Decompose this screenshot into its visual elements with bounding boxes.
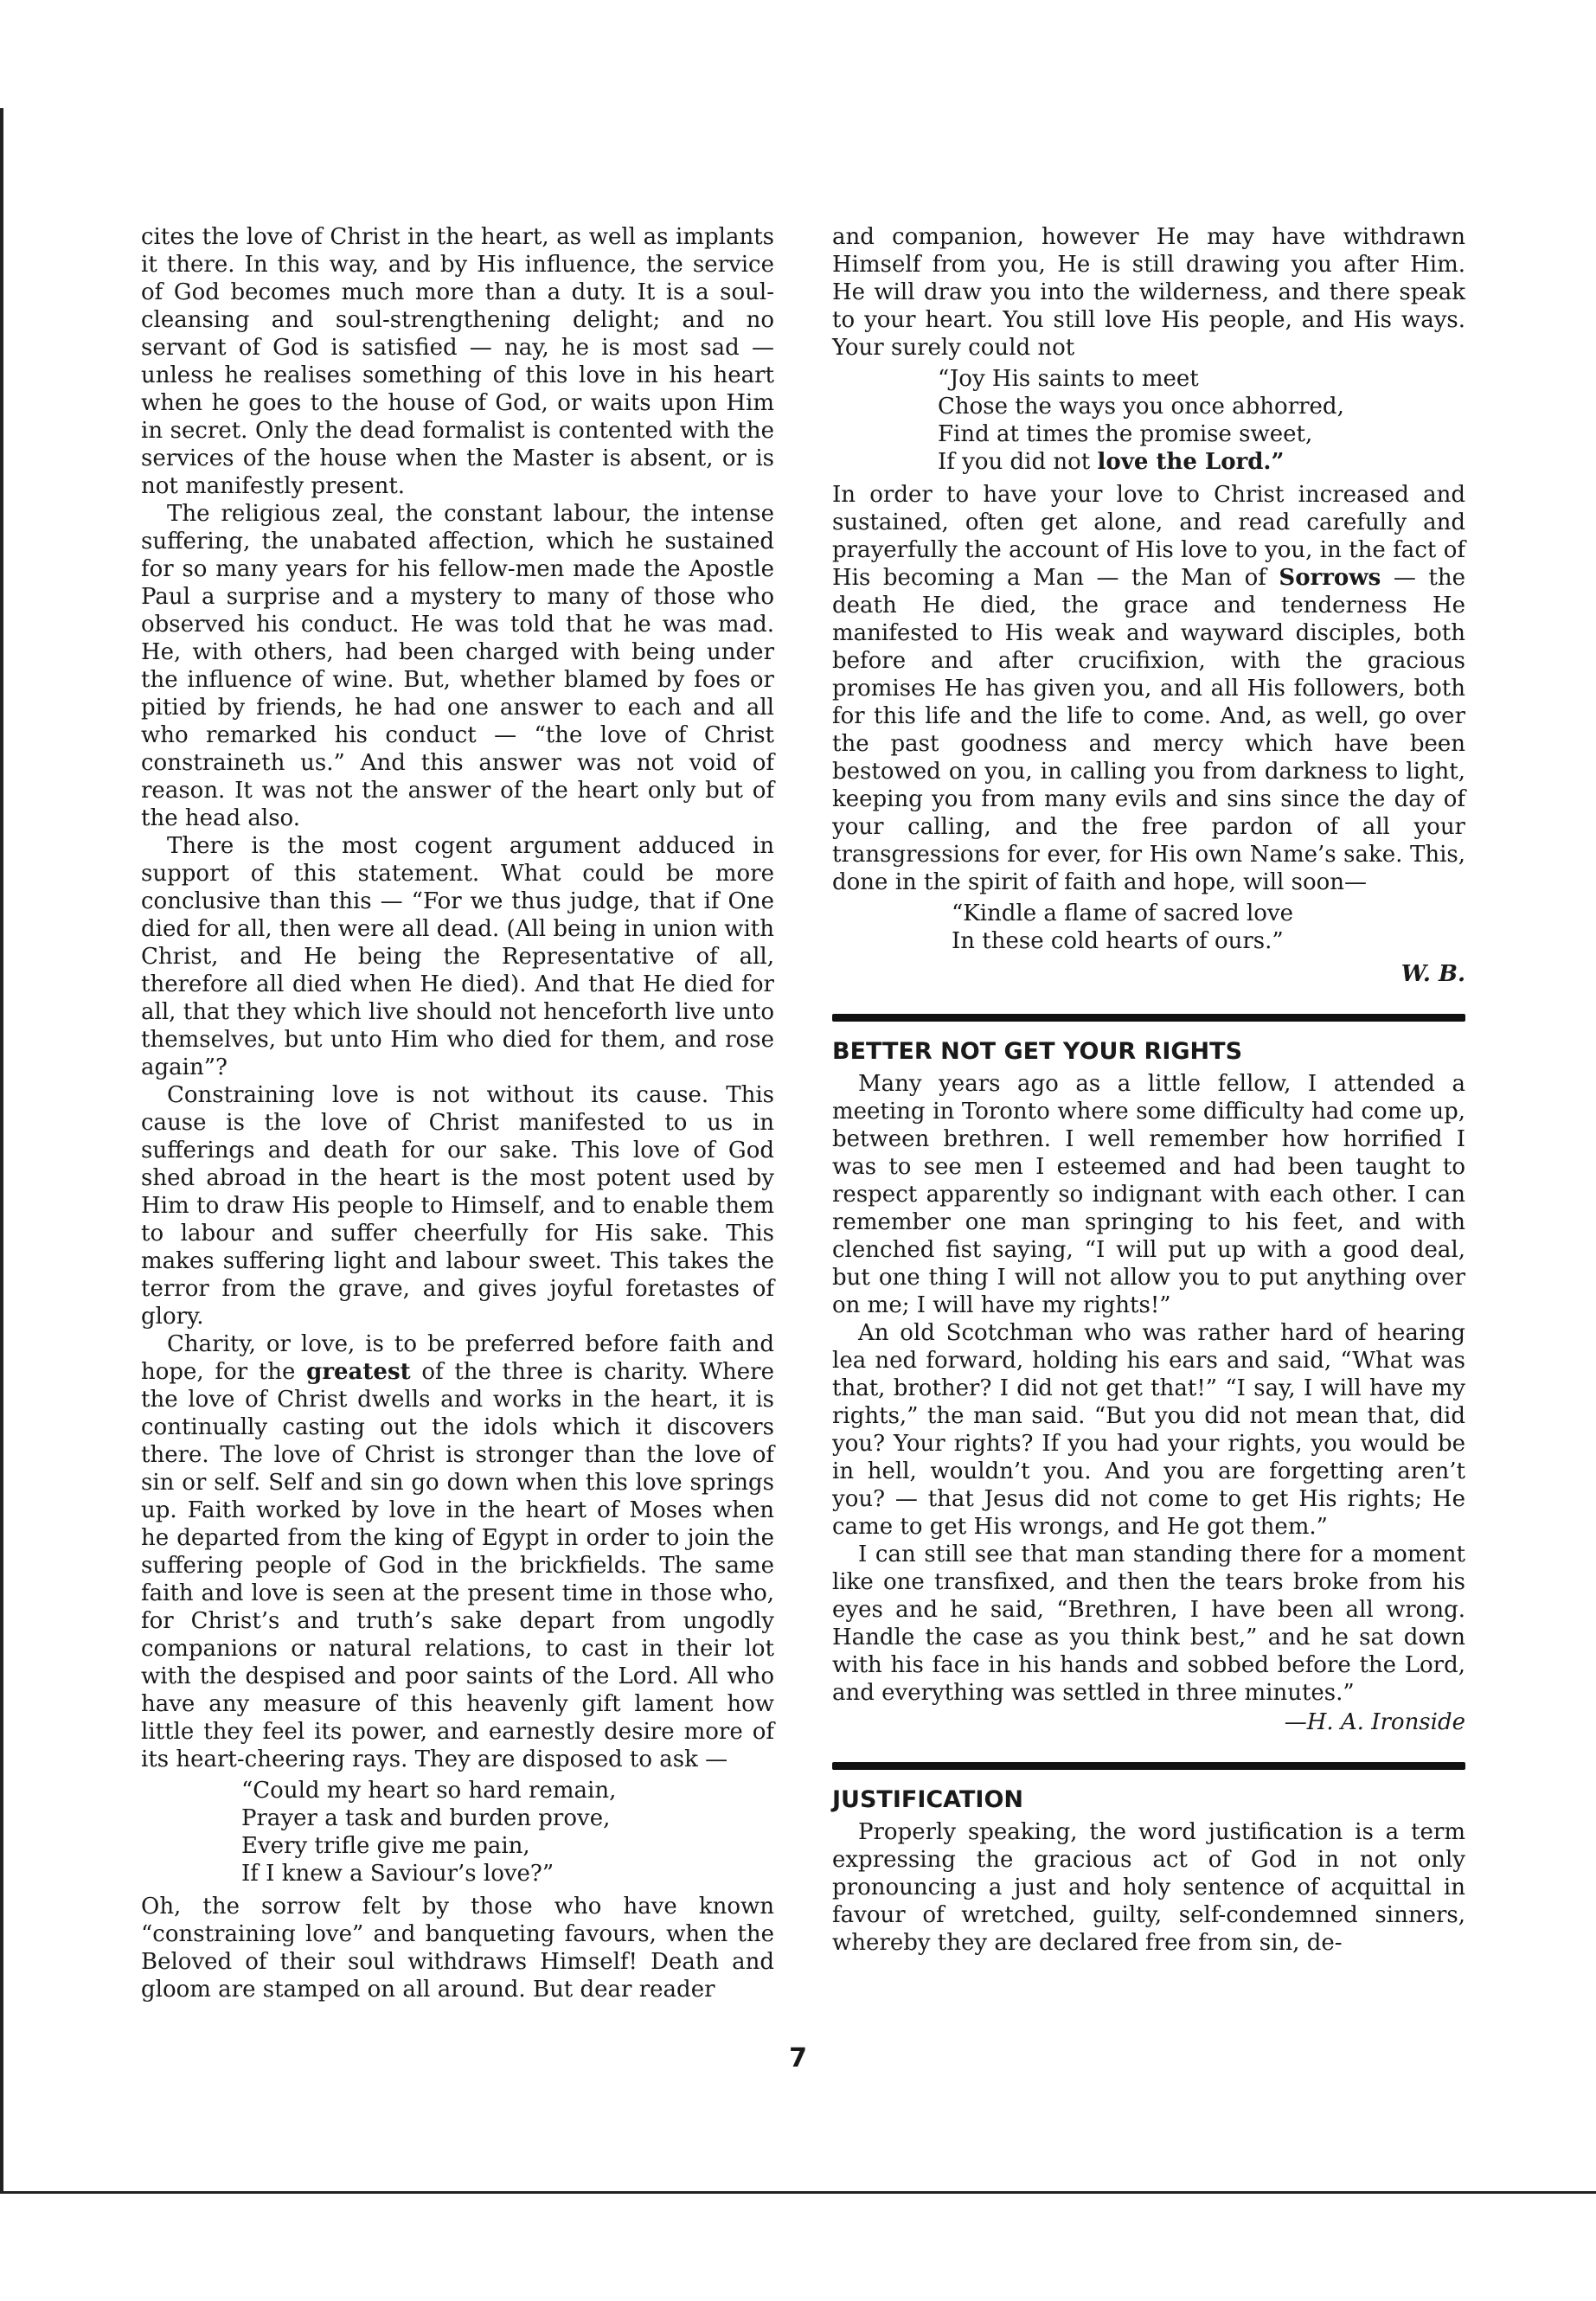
rights-paragraph-2: An old Scotchman who was rather hard of hearing lea ned forward, holding his ears and said, “What was that, brother? I did not get that!” “I say, I will have my rights,” the man said. “But you did not mean that, did you? Your rights? If you had your rights, you would be in hell, wouldn’t you. And you are forgetting aren’t you? — that Jesus did not come to get His rights; He came to get His wrongs, and He got them.” xyxy=(832,1320,1465,1540)
left-poem-line: Every trifle give me pain, xyxy=(241,1833,530,1859)
left-paragraph-2: The religious zeal, the constant labour, the intense suffering, the unabated affection, which he sustained for so many years for his fellow-men made the Apostle Paul a surprise and a mystery to many of those who observed his conduct. He was told that he was mad. He, with others, had been charged with being under the influence of wine. But, whether blamed by foes or pitied by friends, he had one answer to each and all who remarked his conduct — “the love of Christ constraineth us.” And this answer was not void of reason. It was not the answer of the heart only but of the head also. xyxy=(141,501,774,831)
left-poem-line: If I knew a Saviour’s love?” xyxy=(241,1861,554,1887)
right-poem-line xyxy=(938,448,1465,476)
left-paragraph-4: Constraining love is not without its cause. This cause is the love of Christ manifested to us in sufferings and death for our sake. This love of God shed abroad in the heart is the most potent used by Him to draw His people to Himself, and to enable them to labour and suffer cheerfully for His sake. This makes suffering light and labour sweet. This takes the terror from the grave, and gives joyful foretastes of glory. xyxy=(141,1082,774,1330)
page-number: 7 xyxy=(789,2043,807,2073)
signature-wb xyxy=(832,960,1465,988)
left-paragraph-3: There is the most cogent argument adduced in support of this statement. What could be more conclusive than this — “For we thus judge, that if One died for all, then were all dead. (All being in union with Christ, and He being the Representative of all, therefore all died when He died). And that He died for all, that they which live should not henceforth live unto themselves, but unto Him who died for them, and rose again”? xyxy=(141,833,774,1080)
left-poem-line: “Could my heart so hard remain, xyxy=(241,1778,617,1804)
left-poem xyxy=(141,1777,774,1888)
right-paragraph-1: and companion, however He may have withdrawn Himself from you, He is still drawing you after Him. He will draw you into the wilderness, and there speak to your heart. You still love His people, and His ways. Your surely could not xyxy=(832,224,1465,361)
right-poem-line: Find at times the promise sweet, xyxy=(938,421,1313,447)
right-poem-last-text: If you did not xyxy=(938,449,1098,475)
left-paragraph-5-text-b: of the three is charity. Where the love of Christ dwells and works in the heart, it is continually casting out the idols which it discovers there. The love of Christ is stronger than the love of sin or self. Self and sin go down when this love springs up. Faith worked by love in the heart of Moses when he departed from the king of Egypt in order to join the suffering people of God in the brickfields. The same faith and love is seen at the present time in those who, for Christ’s and truth’s sake depart from ungodly companions or natural relations, to cast in their lot with the despised and poor saints of the Lord. All who have any measure of this heavenly gift lament how little they feel its power, and earnestly desire more of its heart-cheering rays. They are disposed to ask — xyxy=(141,1359,774,1772)
section-rule xyxy=(832,1014,1465,1022)
right-poem-line: Chose the ways you once abhorred, xyxy=(938,394,1344,420)
heading-justification: JUSTIFICATION xyxy=(832,1786,1023,1813)
signature-wb-text: W. B. xyxy=(1401,961,1465,987)
right-poem-1 xyxy=(832,365,1465,476)
left-column xyxy=(141,223,774,2003)
right-poem-last-bold: love the Lord.” xyxy=(1097,449,1285,475)
left-poem-line: Prayer a task and burden prove, xyxy=(241,1805,611,1831)
right-paragraph-2-bold: Sorrows xyxy=(1279,565,1381,591)
right-poem-2 xyxy=(832,900,1465,955)
heading-better-not-get-your-rights: BETTER NOT GET YOUR RIGHTS xyxy=(832,1038,1243,1065)
right-paragraph-2 xyxy=(832,481,1465,896)
right-poem-line: “Kindle a flame of sacred love xyxy=(952,901,1294,926)
left-paragraph-5 xyxy=(141,1330,774,1773)
section-rule xyxy=(832,1762,1465,1770)
right-poem-line: In these cold hearts of ours.” xyxy=(952,928,1284,954)
right-paragraph-2-text-a: In order to have your love to Christ increased and sustained, often get alone, and read carefully and prayerfully the account of His love to you, in the fact of His becoming a Man — the Man of xyxy=(832,482,1465,591)
signature-ironside: —H. A. Ironside xyxy=(1284,1709,1465,1735)
right-poem-line: “Joy His saints to meet xyxy=(938,366,1199,392)
justification-paragraph-1: Properly speaking, the word justification is a term expressing the gracious act of God in not only pronouncing a just and holy sentence of acquittal in favour of wretched, guilty, self-condemned sinners, whereby they are declared free from sin, de- xyxy=(832,1819,1465,1956)
left-paragraph-5-bold: greatest xyxy=(306,1359,411,1385)
left-paragraph-1: cites the love of Christ in the heart, as well as implants it there. In this way, and by His influence, the service of God becomes much more than a duty. It is a soul-cleansing and soul-strengthening delight; and no servant of God is satisfied — nay, he is most sad — unless he realises something of this love in his heart when he goes to the house of God, or waits upon Him in secret. Only the dead formalist is contented with the services of the house when the Master is absent, or is not manifestly present. xyxy=(141,224,774,499)
left-paragraph-6: Oh, the sorrow felt by those who have known “constraining love” and banqueting favours, when the Beloved of their soul withdraws Himself! Death and gloom are stamped on all around. But dear reader xyxy=(141,1894,774,2003)
scan-edge-left xyxy=(0,108,3,2193)
rights-paragraph-3: I can still see that man standing there for a moment like one transfixed, and then the tears broke from his eyes and he said, “Brethren, I have been all wrong. Handle the case as you think best,” and he sat down with his face in his hands and sobbed before the Lord, and everything was settled in three minutes.” xyxy=(832,1541,1465,1706)
right-column xyxy=(832,223,1465,1957)
right-paragraph-2-text-b: — the death He died, the grace and tenderness He manifested to His weak and wayward disciples, both before and after crucifixion, with the gracious promises He has given you, and all His followers, both for this life and the life to come. And, as well, go over the past goodness and mercy which have been bestowed on you, in calling you from darkness to light, keeping you from many evils and sins since the day of your calling, and the free pardon of all your transgressions for ever, for His own Name’s sake. This, done in the spirit of faith and hope, will soon— xyxy=(832,565,1465,895)
rights-paragraph-1: Many years ago as a little fellow, I attended a meeting in Toronto where some difficulty had come up, between brethren. I well remember how horrified I was to see men I esteemed and had been taught to respect apparently so indignant with each other. I can remember one man springing to his feet, and with clenched fist saying, “I will put up with a good deal, but one thing I will not allow you to put anything over on me; I will have my rights!” xyxy=(832,1071,1465,1318)
left-paragraph-5-text-a: Charity, or love, is to be preferred before faith and hope, for the xyxy=(141,1331,774,1385)
scan-edge-bottom xyxy=(0,2191,1596,2194)
